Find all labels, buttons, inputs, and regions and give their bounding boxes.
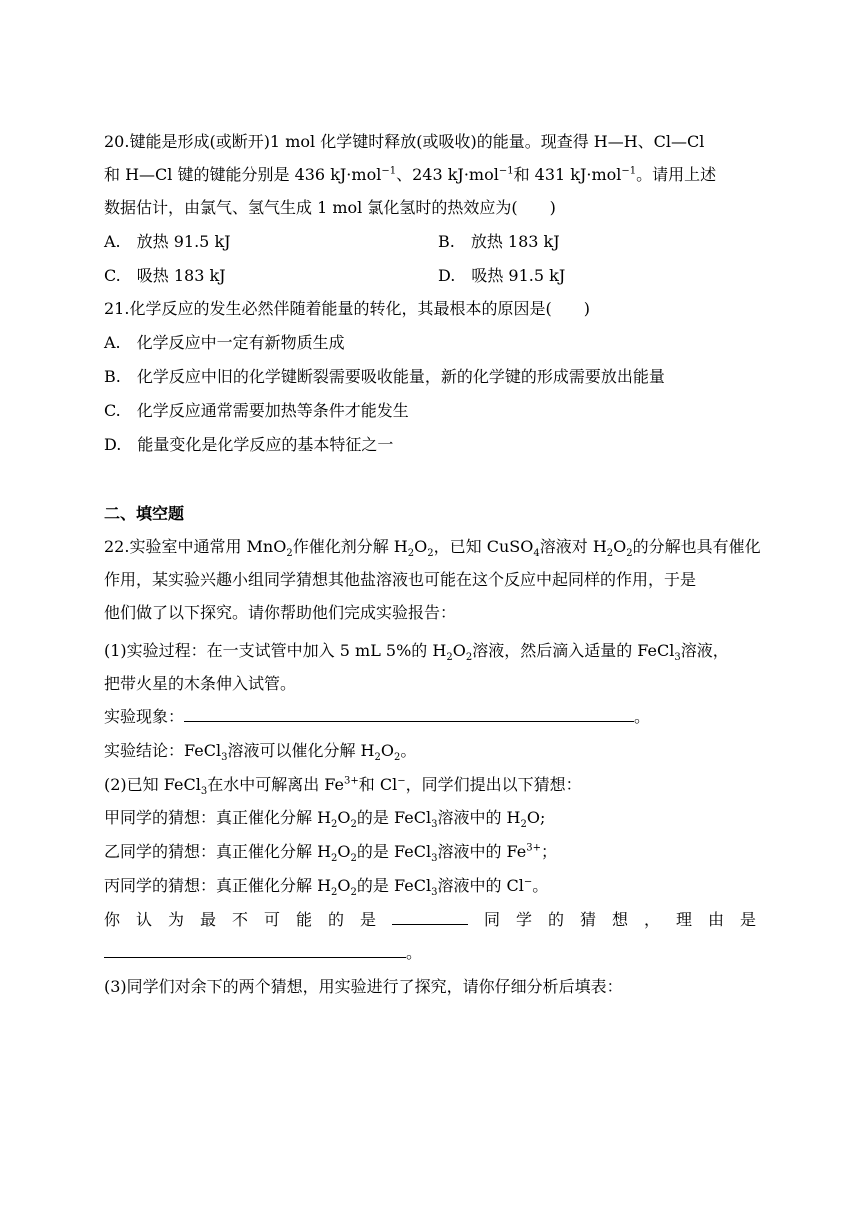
q22-part1-line2: 把带火星的木条伸入试管。	[104, 674, 297, 693]
q20-stem-line3: 数据估计，由氯气、氢气生成 1 mol 氯化氢时的热效应为( )	[104, 198, 556, 217]
q22-stem-line2: 作用，某实验兴趣小组同学猜想其他盐溶液也可能在这个反应中起同样的作用，于是	[104, 570, 697, 589]
q22-stem-line1: 22.实验室中通常用 MnO$_2$作催化剂分解 $H_2O_2$，已知 CuSO$_4$溶液对 $H_2O_2$的分解也具有催化	[104, 537, 761, 560]
q20-option-a: A. 放热 91.5 kJ	[104, 232, 231, 251]
q20-option-d: D. 吸热 91.5 kJ	[438, 266, 566, 285]
q22-part3: (3)同学们对余下的两个猜想，用实验进行了探究，请你仔细分析后填表：	[104, 977, 623, 996]
student-blank[interactable]	[392, 910, 468, 925]
q21-option-d: D. 能量变化是化学反应的基本特征之一	[104, 435, 394, 454]
q21-option-b: B. 化学反应中旧的化学键断裂需要吸收能量，新的化学键的形成需要放出能量	[104, 367, 665, 386]
reason-blank[interactable]	[104, 943, 406, 958]
q22-stem-line3: 他们做了以下探究。请你帮助他们完成实验报告：	[104, 603, 457, 622]
hypothesis-jia: 甲同学的猜想：真正催化分解 $H_2O_2$的是 FeCl$_3$溶液中的 $H_2O$;	[104, 808, 546, 831]
least-likely-line: 你 认 为 最 不 可 能 的 是 同 学 的 猜 想 ， 理 由 是	[104, 910, 756, 929]
hypothesis-bing: 丙同学的猜想：真正催化分解 $H_2O_2$的是 FeCl$_3$溶液中的 Cl−。	[104, 876, 549, 899]
q20-stem-line2: 和 H—Cl 键的键能分别是 436 kJ·mol$^{-1}$、243 kJ·mol$^{-1}$和 431 kJ·mol$^{-1}$。请用上述	[104, 165, 717, 184]
q21-stem: 21.化学反应的发生必然伴随着能量的转化，其最根本的原因是( )	[104, 299, 590, 318]
q20-option-b: B. 放热 183 kJ	[438, 232, 560, 251]
hypothesis-yi: 乙同学的猜想：真正催化分解 $H_2O_2$的是 FeCl$_3$溶液中的 $Fe^{3+}$；	[104, 842, 558, 865]
q20-stem-line1: 20.键能是形成(或断开)1 mol 化学键时释放(或吸收)的能量。现查得 H—H、Cl—Cl	[104, 132, 705, 151]
q21-option-c: C. 化学反应通常需要加热等条件才能发生	[104, 401, 409, 420]
q21-option-a: A. 化学反应中一定有新物质生成	[104, 333, 345, 352]
q22-part2-intro: (2)已知 FeCl$_3$在水中可解离出 $Fe^{3+}$和 Cl−，同学们提出以下猜想：	[104, 775, 582, 798]
section-title: 二、填空题	[104, 504, 185, 523]
reason-line: 。	[104, 943, 422, 963]
q22-part1-line1: (1)实验过程：在一支试管中加入 5 mL 5%的 $H_2O_2$溶液，然后滴入适量的 FeCl$_3$溶液，	[104, 641, 729, 664]
phenomenon-blank[interactable]	[184, 707, 634, 722]
q20-option-c: C. 吸热 183 kJ	[104, 266, 226, 285]
phenomenon-line: 实验现象： 。	[104, 707, 651, 726]
conclusion-line: 实验结论：FeCl$_3$溶液可以催化分解 $H_2O_2$。	[104, 741, 417, 764]
